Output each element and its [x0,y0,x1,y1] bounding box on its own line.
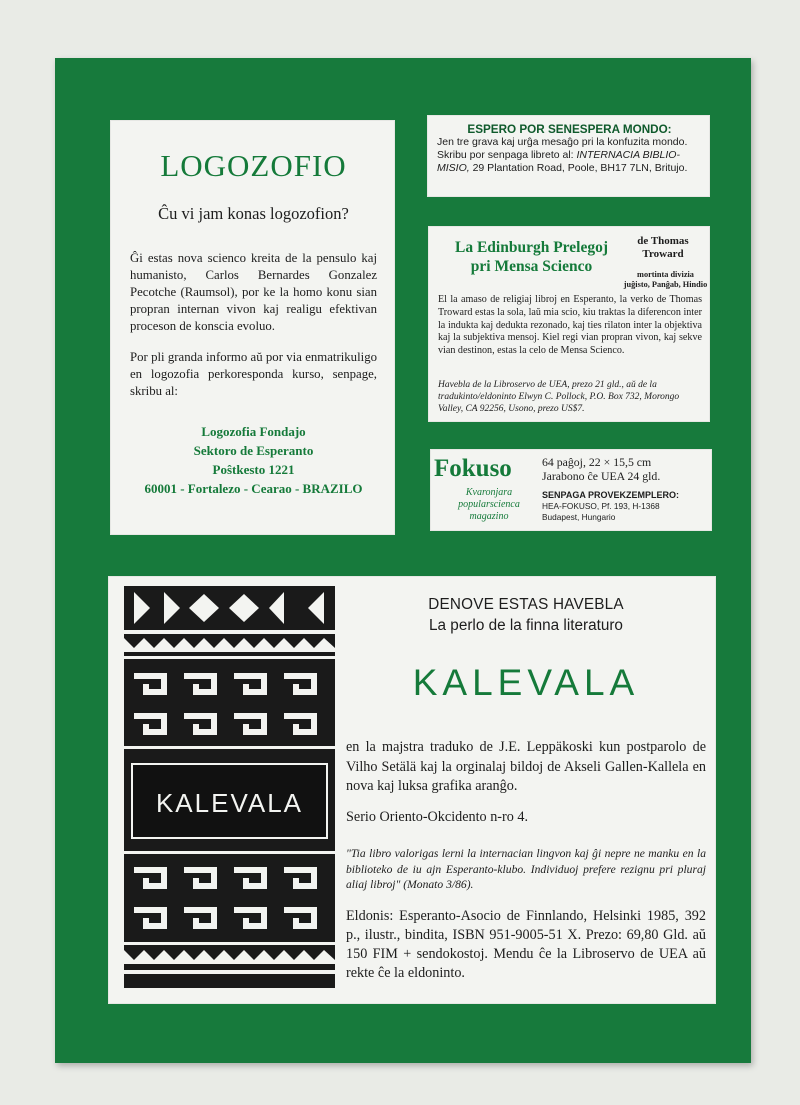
logozofio-paragraph-2: Por pli granda informo aŭ por via enmatrikuligo en logozofia perkoresponda kurso, senpage, skribu al: [130,350,377,398]
logozofio-address [130,422,377,498]
espero-org: INTERNACIA BIBLIO-MISIO, [437,149,680,174]
subtitle-line: magazino [469,511,509,522]
fokuso-subtitle [440,487,538,523]
edinburgh-title-line: La Edinburgh Prelegoj [454,239,608,256]
logozofio-paragraph-1: Ĝi estas nova scienco kreita de la pensulo kaj humanisto, Carlos Bernardes Gonzalez Pecotche (Raumsol), por ke la homo konu sian propran internan vivon kaj realigu efektivan proceson de konscia evoluo. [130,251,377,333]
kalevala-title: KALEVALA [412,662,640,703]
subtitle-line: popularscienca [458,499,520,510]
author-line: Troward [642,247,684,260]
sample-line: HEA-FOKUSO, Pf. 193, H-1368 [542,501,660,511]
kalevala-series: Serio Oriento-Okcidento n-ro 4. [346,809,529,825]
edinburgh-author [623,235,703,260]
spec-line: 64 paĝoj, 22 × 15,5 cm [542,455,652,469]
address-line: Poŝtkesto 1221 [212,462,295,477]
kalevala-tagline: La perlo de la finna literaturo [429,617,623,634]
subtitle-line: Kvaronjara [465,487,513,498]
edinburgh-ad [428,226,710,422]
fokuso-ad [430,449,712,531]
kalevala-cover-art [124,586,335,988]
kalevala-announcement: DENOVE ESTAS HAVEBLA [428,596,624,613]
edinburgh-title-line: pri Mensa Scienco [470,258,593,275]
espero-heading: ESPERO POR SENESPERA MONDO: [467,123,672,136]
kalevala-description: en la majstra traduko de J.E. Leppäkoski kun postparolo de Vilho Setälä kaj la orginalaj bildoj de Akseli Gallen-Kallela en nova kaj luksa grafika aranĝo. [346,739,706,794]
address-line: Logozofia Fondajo [201,424,306,439]
fokuso-name: Fokuso [434,455,512,482]
espero-body [437,136,702,175]
logozofio-ad [110,120,395,535]
spec-line: Jarabono ĉe UEA 24 gld. [542,469,661,483]
kalevala-cover-title: KALEVALA [155,788,304,818]
kalevala-quote: "Tia libro valorigas lerni la internacian lingvon kaj ĝi nepre ne manku en la biblioteko de iu ajn Esperanto-klubo. Individuoj prefere rezignu pri pluraj aliaj libroj" (Monato 3/86). [346,847,706,891]
logozofio-question: Ĉu vi jam konas logozofion? [158,204,349,223]
sample-heading: SENPAGA PROVEKZEMPLERO: [542,490,680,500]
espero-body-end: 29 Plantation Road, Poole, BH17 7LN, Britujo. [469,162,688,174]
kalevala-ad [108,576,716,1004]
espero-body-start: Jen tre grava kaj urĝa mesaĝo pri la konfuzita mondo. Skribu por senpaga libreto al: [437,136,688,161]
address-line: 60001 - Fortalezo - Cearao - BRAZILO [144,481,363,496]
sample-line: Budapest, Hungario [542,512,616,522]
logozofio-title: LOGOZOFIO [160,148,347,183]
edinburgh-body: El la amaso de religiaj libroj en Esperanto, la verko de Thomas Troward estas la sola, laŭ mia scio, kiu traktas la diferencon inter la indukta kaj dedukta rezonado, kaj ties rilaton inter la objektiva kaj la subjektiva mensoj. Kiel regi vian propran vivon, kaj sekve vian destinon, estas la celo de Mensa Scienco. [438,294,702,357]
edinburgh-availability: Havebla de la Libroservo de UEA, prezo 21 gld., aŭ de la tradukinto/eldoninto Elwyn C. Pollock, P.O. Box 732, Morongo Valley, CA 92256, Usono, prezo US$7. [438,380,680,414]
fokuso-specs [542,455,660,483]
author-line: de Thomas [637,235,689,247]
edinburgh-author-note: mortinta divizia juĝisto, Panĝab, Hindio [623,270,708,289]
fokuso-sample [542,490,679,523]
edinburgh-title [434,238,629,276]
kalevala-publisher: Eldonis: Esperanto-Asocio de Finnlando, Helsinki 1985, 392 p., ilustr., bindita, ISBN 951-9005-51 X. Prezo: 69,80 Gld. aŭ 150 FIM + sendokostoj. Mendu ĉe la Libroservo de UEA aŭ rekte ĉe la eldoninto. [346,908,706,981]
espero-ad [427,115,710,197]
address-line: Sektoro de Esperanto [193,443,314,458]
